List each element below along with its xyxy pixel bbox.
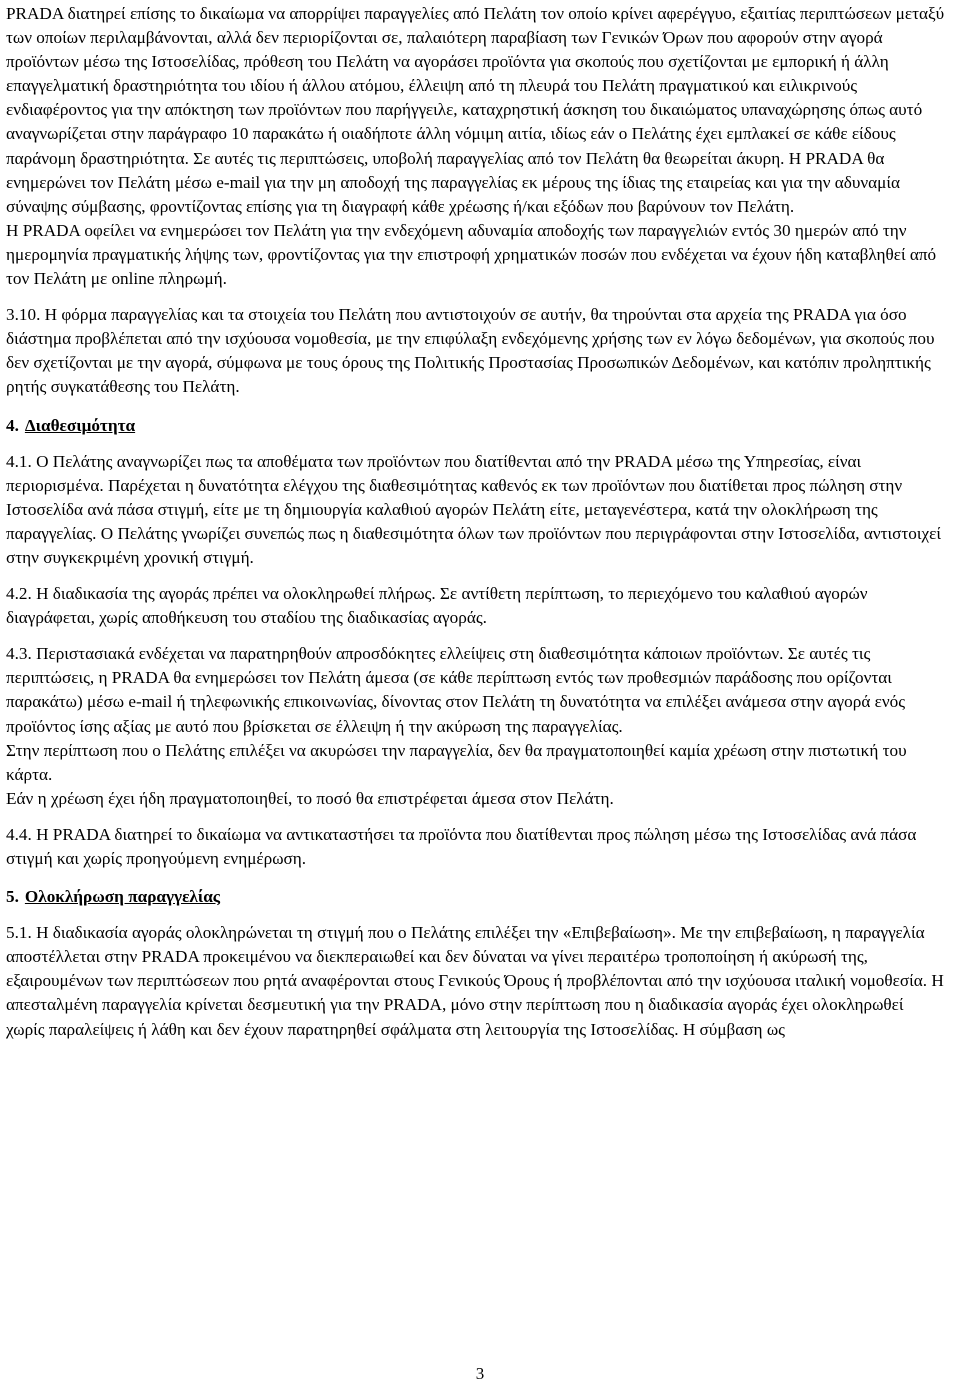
section-title-availability: Διαθεσιμότητα xyxy=(24,415,136,435)
paragraph-4-4: 4.4. Η PRADA διατηρεί το δικαίωμα να αντικαταστήσει τα προϊόντα που διατίθενται προς πώληση μέσω της Ιστοσελίδας ανά πάσα στιγμή και χωρίς προηγούμενη ενημέρωση. xyxy=(6,824,917,868)
section-heading-4 xyxy=(6,414,946,438)
paragraph-4-2: 4.2. Η διαδικασία της αγοράς πρέπει να ολοκληρωθεί πλήρως. Σε αντίθετη περίπτωση, το περιεχόμενο του καλαθιού αγορών διαγράφεται, χωρίς αποθήκευση του σταδίου της διαδικασίας αγοράς. xyxy=(6,584,868,628)
paragraph-5-1: 5.1. Η διαδικασία αγοράς ολοκληρώνεται τη στιγμή που ο Πελάτης επιλέξει την «Επιβεβαίωση». Με την επιβεβαίωση, η παραγγελία αποστέλλεται στην PRADA προκειμένου να διεκπεραιωθεί και δεν δύναται να γίνει περαιτέρω τροποποίηση ή ακύρωσή της, εξαιρουμένων των περιπτώσεων που ρητά αναφέρονται στους Γενικούς Όρους ή προβλέπονται από την ισχύουσα ιταλική νομοθεσία. Η απεσταλμένη παραγγελία κρίνεται δεσμευτική για την PRADA, μόνο στην περίπτωση που η διαδικασία αγοράς έχει ολοκληρωθεί χωρίς παραλείψεις ή λάθη και δεν έχουν παρατηρηθεί σφάλματα στη λειτουργία της Ιστοσελίδας. Η σύμβαση ως xyxy=(6,923,944,1039)
section-number-4: 4. xyxy=(6,415,19,435)
paragraph-4-3-cancel: Στην περίπτωση που ο Πελάτης επιλέξει να ακυρώσει την παραγγελία, δεν θα πραγματοποιηθεί καμία χρέωση στην πιστωτική του κάρτα. xyxy=(6,740,907,784)
page-number: 3 xyxy=(475,1364,485,1383)
paragraph-prada-right-to-reject: PRADA διατηρεί επίσης το δικαίωμα να απορρίψει παραγγελίες από Πελάτη τον οποίο κρίνει αφερέγγυο, εξαιτίας περιπτώσεων μεταξύ των οποίων περιλαμβάνονται, αλλά δεν περιορίζονται σε, παλαιότερη παραβίαση των Γενικών Όρων που αφορούν στην αγορά προϊόντων μέσω της Ιστοσελίδας, πρόθεση του Πελάτη να αγοράσει προϊόντα για σκοπούς που σχετίζονται με εμπορική ή άλλη επαγγελματική δραστηριότητα του ιδίου ή άλλου ατόμου, έλλειψη από τη πλευρά του Πελάτη πραγματικού και ειλικρινούς ενδιαφέροντος για την απόκτηση των προϊόντων που παρήγγειλε, καταχρηστική άσκηση του δικαιώματος υπαναχώρησης όπως αυτό αναγνωρίζεται στην παράγραφο 10 παρακάτω ή οιαδήποτε άλλη νόμιμη αιτία, ιδίως εάν ο Πελάτης έχει εμπλακεί σε κάθε είδους παράνομη δραστηριότητα. Σε αυτές τις περιπτώσεις, υποβολή παραγγελίας από τον Πελάτη θα θεωρείται άκυρη. Η PRADA θα ενημερώνει τον Πελάτη μέσω e-mail για την μη αποδοχή της παραγγελίας εκ μέρους της ίδιας της εταιρείας και για την αδυναμία σύναψης σύμβασης, φροντίζοντας επίσης για τη διαγραφή κάθε χρέωσης ή/και εξόδων που βαρύνουν τον Πελάτη. xyxy=(6,4,945,216)
section-heading-5 xyxy=(6,885,946,909)
paragraph-4-3-refund: Εάν η χρέωση έχει ήδη πραγματοποιηθεί, το ποσό θα επιστρέφεται άμεσα στον Πελάτη. xyxy=(6,788,614,808)
paragraph-4-3: 4.3. Περιστασιακά ενδέχεται να παρατηρηθούν απροσδόκητες ελλείψεις στη διαθεσιμότητα κάποιων προϊόντων. Σε αυτές τις περιπτώσεις, η PRADA θα ενημερώσει τον Πελάτη άμεσα (σε κάθε περίπτωση εντός των προθεσμιών παράδοσης που ορίζονται παρακάτω) μέσω e-mail ή τηλεφωνικής επικοινωνίας, δίνοντας στον Πελάτη τη δυνατότητα να επιλέξει ανάμεσα στην αγορά ενός προϊόντος ίσης αξίας με αυτό που βρίσκεται σε έλλειψη ή την ακύρωση της παραγγελίας. xyxy=(6,644,906,736)
section-title-order-completion: Ολοκλήρωση παραγγελίας xyxy=(24,887,221,907)
section-number-5: 5. xyxy=(6,887,19,907)
paragraph-3-10: 3.10. Η φόρμα παραγγελίας και τα στοιχεία του Πελάτη που αντιστοιχούν σε αυτήν, θα τηρούνται στα αρχεία της PRADA για όσο διάστημα προβλέπεται από την ισχύουσα νομοθεσία, με την επιφύλαξη ενδεχόμενης χρήσης των εν λόγω δεδομένων, για σκοπούς που δεν σχετίζονται με την αγορά, σύμφωνα με τους όρους της Πολιτικής Προστασίας Προσωπικών Δεδομένων, και κατόπιν προληπτικής ρητής συγκατάθεσης του Πελάτη. xyxy=(6,305,935,397)
paragraph-prada-notify: Η PRADA οφείλει να ενημερώσει τον Πελάτη για την ενδεχόμενη αδυναμία αποδοχής των παραγγελιών εντός 30 ημερών από την ημερομηνία πραγματικής λήψης των, φροντίζοντας για την επιστροφή χρηματικών ποσών που ενδέχεται να έχουν ήδη καταβληθεί από τον Πελάτη με online πληρωμή. xyxy=(6,220,937,289)
paragraph-4-1: 4.1. Ο Πελάτης αναγνωρίζει πως τα αποθέματα των προϊόντων που διατίθενται από την PRADA μέσω της Υπηρεσίας, είναι περιορισμένα. Παρέχεται η δυνατότητα ελέγχου της διαθεσιμότητας καθενός εκ των προϊόντων που διατίθεται προς πώληση στην Ιστοσελίδα ανά πάσα στιγμή, είτε με τη δημιουργία καλαθιού αγορών Πελάτη είτε, μεταγενέστερα, κατά την ολοκλήρωση της παραγγελίας. Ο Πελάτης γνωρίζει συνεπώς πως η διαθεσιμότητα όλων των προϊόντων που περιγράφονται στην Ιστοσελίδα, αντιστοιχεί στην συγκεκριμένη χρονική στιγμή. xyxy=(6,451,941,567)
